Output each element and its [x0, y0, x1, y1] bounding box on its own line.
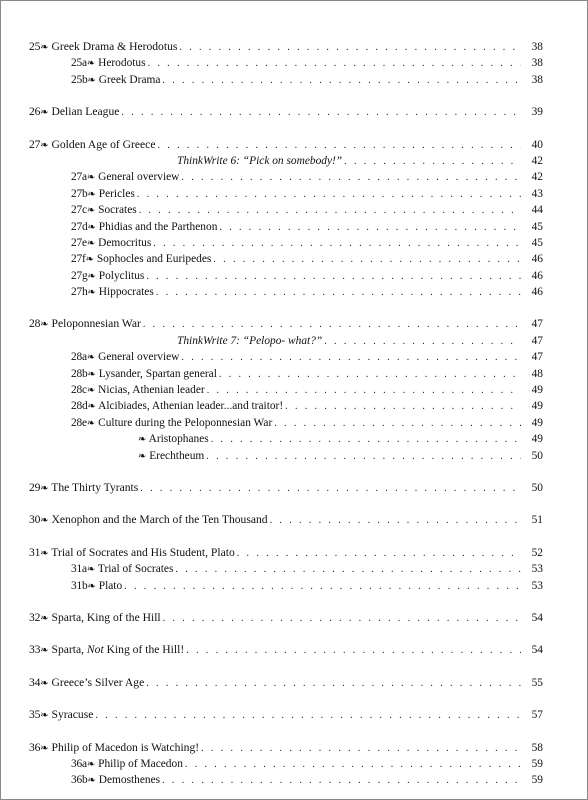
toc-thinkwrite-row: [29, 153, 543, 169]
toc-entry-number: 36b: [71, 774, 88, 787]
dot-leader: [153, 236, 521, 252]
leaf-ornament-icon: ❧: [40, 319, 49, 331]
leaf-ornament-icon: ❧: [86, 385, 96, 397]
toc-entry-title: Greek Drama: [98, 73, 161, 86]
toc-section-row: [29, 772, 543, 788]
toc-entry-number: 26: [29, 105, 41, 119]
toc-page-number: 43: [531, 187, 543, 200]
dot-leader: [95, 708, 521, 724]
toc-entry-number: 36a: [71, 757, 87, 770]
toc-page-number: 42: [531, 171, 543, 184]
leaf-ornament-icon: ❧: [86, 237, 96, 249]
dot-leader: [206, 449, 521, 465]
toc-section-row: [29, 578, 543, 594]
toc-section-row: [29, 756, 543, 772]
toc-page-number: 47: [531, 351, 543, 364]
toc-section-row: [29, 235, 543, 251]
toc-page-number: 49: [531, 384, 543, 397]
dot-leader: [237, 546, 521, 562]
leaf-ornament-icon: ❧: [85, 254, 94, 266]
toc-page-number: 55: [531, 676, 543, 689]
toc-section-row: [29, 431, 543, 447]
toc-page-number: 47: [531, 318, 543, 331]
leaf-ornament-icon: ❧: [40, 612, 49, 624]
toc-entry-title: Demosthenes: [98, 774, 161, 787]
leaf-ornament-icon: ❧: [40, 645, 49, 657]
toc-entry-number: 33: [29, 643, 41, 657]
toc-entry-title: Philip of Macedon is Watching!: [51, 740, 200, 754]
toc-entry-number: 27e: [71, 236, 87, 249]
toc-entry-title: Greece’s Silver Age: [51, 675, 145, 689]
toc-entry-title: Polyclitus: [98, 269, 145, 282]
toc-entry-number: 25b: [71, 73, 88, 86]
toc-entry-title: Delian League: [51, 105, 120, 119]
toc-section-row: [29, 169, 543, 185]
toc-entry-title: Hippocrates: [98, 286, 154, 299]
toc-chapter-row: [29, 675, 543, 691]
toc-entry-title: Peloponnesian War: [51, 317, 141, 331]
toc-page-number: 58: [531, 741, 543, 754]
toc-page-number: 48: [531, 367, 543, 380]
dot-leader: [179, 40, 521, 56]
dot-leader: [175, 562, 521, 578]
toc-entry-label: [71, 772, 160, 789]
dot-leader: [163, 611, 521, 627]
toc-page-number: 45: [531, 220, 543, 233]
toc-page-number: 47: [531, 334, 543, 347]
toc-entry-number: 28b: [71, 367, 88, 380]
toc-entry-number: 29: [29, 480, 41, 494]
toc-entry-label: [71, 561, 173, 578]
toc-entry-title: Philip of Macedon: [98, 757, 183, 770]
toc-entry-title: Pericles: [98, 187, 135, 200]
toc-chapter-row: [29, 316, 543, 332]
toc-entry-number: 27a: [71, 171, 87, 184]
dot-leader: [156, 285, 521, 301]
dot-leader: [146, 269, 521, 285]
toc-section-row: [29, 268, 543, 284]
toc-entry-number: 36: [29, 740, 41, 754]
toc-chapter-row: [29, 642, 543, 658]
toc-page-number: 46: [531, 253, 543, 266]
toc-entry-label: [29, 104, 119, 121]
leaf-ornament-icon: ❧: [86, 417, 96, 429]
leaf-ornament-icon: ❧: [87, 580, 96, 592]
toc-entry-title: General overview: [98, 171, 180, 184]
toc-page-number: 38: [531, 73, 543, 86]
toc-entry-label: [29, 137, 155, 154]
toc-entry-title: Phidias and the Parthenon: [98, 220, 218, 233]
toc-chapter-row: [29, 480, 543, 496]
leaf-ornament-icon: ❧: [87, 221, 96, 233]
toc-page-number: 51: [531, 514, 543, 527]
toc-entry-title: ThinkWrite 7: “Pelopo- what?”: [177, 334, 323, 347]
toc-entry-label: [71, 55, 146, 72]
toc-entry-label: [29, 642, 184, 659]
dot-leader: [201, 741, 521, 757]
toc-chapter-row: [29, 707, 543, 723]
toc-section-row: [29, 448, 543, 464]
toc-entry-label: [177, 153, 342, 169]
dot-leader: [185, 757, 521, 773]
dot-leader: [324, 334, 521, 350]
toc-chapter-row: [29, 610, 543, 626]
toc-page-number: 54: [531, 611, 543, 624]
toc-entry-title: Aristophanes: [148, 433, 209, 446]
toc-entry-label: [71, 251, 211, 268]
dot-leader: [162, 773, 521, 789]
toc-entry-label: [71, 235, 151, 252]
toc-entry-label: [71, 415, 272, 432]
toc-entry-number: 31b: [71, 579, 88, 592]
toc-section-row: [29, 349, 543, 365]
leaf-ornament-icon: ❧: [87, 775, 96, 787]
toc-entry-number: 27: [29, 137, 41, 151]
toc-entry-title: Sophocles and Euripedes: [96, 253, 212, 266]
toc-page-number: 38: [531, 57, 543, 70]
toc-entry-number: 27h: [71, 286, 88, 299]
dot-leader: [213, 252, 521, 268]
dot-leader: [211, 432, 521, 448]
toc-entry-number: 32: [29, 610, 41, 624]
toc-entry-number: 27f: [71, 253, 86, 266]
toc-page-number: 46: [531, 269, 543, 282]
toc-page-number: 39: [531, 106, 543, 119]
leaf-ornament-icon: ❧: [40, 677, 49, 689]
dot-leader: [207, 383, 521, 399]
toc-entry-number: 28c: [71, 384, 87, 397]
dot-leader: [148, 56, 521, 72]
toc-section-row: [29, 415, 543, 431]
toc-entry-label: [71, 72, 160, 89]
leaf-ornament-icon: ❧: [86, 205, 96, 217]
toc-entry-label: [29, 316, 141, 333]
leaf-ornament-icon: ❧: [87, 368, 96, 380]
toc-entry-title: Sparta, Not King of the Hill!: [51, 643, 185, 657]
leaf-ornament-icon: ❧: [40, 742, 49, 754]
toc-entry-label: [138, 448, 204, 465]
toc-entry-title: Erechtheum: [149, 449, 205, 462]
leaf-ornament-icon: ❧: [87, 188, 96, 200]
toc-chapter-row: [29, 39, 543, 55]
dot-leader: [143, 317, 521, 333]
toc-entry-title: Xenophon and the March of the Ten Thousand: [51, 513, 268, 527]
leaf-ornament-icon: ❧: [87, 270, 96, 282]
leaf-ornament-icon: ❧: [86, 352, 96, 364]
dot-leader: [181, 350, 521, 366]
toc-page-number: 46: [531, 286, 543, 299]
dot-leader: [121, 105, 521, 121]
toc-entry-label: [138, 431, 209, 448]
toc-section-row: [29, 398, 543, 414]
toc-entry-title: Nicias, Athenian leader: [98, 384, 205, 397]
toc-entry-label: [71, 756, 183, 773]
dot-leader: [124, 579, 521, 595]
toc-entry-title: General overview: [98, 351, 180, 364]
toc-chapter-row: [29, 104, 543, 120]
toc-entry-number: 34: [29, 675, 41, 689]
dot-leader: [219, 220, 521, 236]
toc-page-number: 59: [531, 774, 543, 787]
table-of-contents: [29, 39, 543, 789]
dot-leader: [162, 73, 521, 89]
dot-leader: [139, 203, 521, 219]
dot-leader: [157, 138, 521, 154]
toc-entry-label: [29, 610, 161, 627]
toc-page-number: 59: [531, 757, 543, 770]
toc-page-number: 45: [531, 236, 543, 249]
toc-section-row: [29, 561, 543, 577]
toc-entry-title: Herodotus: [98, 57, 146, 70]
dot-leader: [186, 643, 521, 659]
toc-entry-title: Lysander, Spartan general: [98, 367, 217, 380]
leaf-ornament-icon: ❧: [86, 172, 96, 184]
leaf-ornament-icon: ❧: [40, 515, 49, 527]
toc-section-row: [29, 202, 543, 218]
toc-page-number: 52: [531, 546, 543, 559]
toc-entry-title: Plato: [98, 579, 123, 592]
toc-section-row: [29, 284, 543, 300]
toc-entry-label: [71, 169, 179, 186]
toc-entry-number: 25: [29, 40, 41, 53]
toc-entry-title: Trial of Socrates and His Student, Plato: [51, 545, 235, 559]
toc-page-number: 49: [531, 433, 543, 446]
toc-entry-label: [29, 545, 235, 562]
toc-page-number: 44: [531, 204, 543, 217]
toc-entry-number: 28d: [71, 400, 88, 413]
toc-section-row: [29, 55, 543, 71]
toc-entry-label: [71, 284, 154, 301]
toc-section-row: [29, 366, 543, 382]
dot-leader: [181, 170, 521, 186]
toc-page-number: 42: [531, 154, 543, 167]
toc-entry-label: [29, 707, 93, 724]
toc-entry-label: [71, 366, 217, 383]
toc-section-row: [29, 251, 543, 267]
toc-chapter-row: [29, 137, 543, 153]
toc-entry-number: 27d: [71, 220, 88, 233]
leaf-ornament-icon: ❧: [138, 450, 147, 462]
toc-section-row: [29, 72, 543, 88]
leaf-ornament-icon: ❧: [87, 74, 96, 86]
toc-entry-label: [29, 39, 177, 56]
toc-entry-label: [29, 675, 144, 692]
toc-entry-title: Syracuse: [51, 708, 94, 722]
toc-section-row: [29, 219, 543, 235]
toc-entry-title: Culture during the Peloponnesian War: [98, 416, 273, 429]
leaf-ornament-icon: ❧: [86, 564, 96, 576]
toc-section-row: [29, 186, 543, 202]
toc-entry-number: 27c: [71, 204, 87, 217]
toc-entry-title: Democritus: [98, 236, 152, 249]
dot-leader: [140, 481, 521, 497]
toc-entry-label: [71, 349, 179, 366]
leaf-ornament-icon: ❧: [40, 547, 49, 559]
toc-page-number: 38: [531, 41, 543, 53]
toc-entry-number: 27b: [71, 187, 88, 200]
toc-entry-number: 30: [29, 513, 41, 527]
toc-entry-label: [29, 480, 138, 497]
leaf-ornament-icon: ❧: [86, 58, 96, 70]
toc-entry-number: 25a: [71, 57, 87, 70]
toc-entry-label: [71, 398, 283, 415]
toc-page-number: 54: [531, 644, 543, 657]
leaf-ornament-icon: ❧: [86, 758, 96, 770]
dot-leader: [285, 399, 521, 415]
dot-leader: [137, 187, 521, 203]
toc-page-number: 50: [531, 481, 543, 494]
dot-leader: [219, 367, 521, 383]
toc-page-number: 40: [531, 138, 543, 151]
toc-entry-title: The Thirty Tyrants: [51, 480, 139, 494]
toc-entry-title: Alcibiades, Athenian leader...and traitor!: [98, 400, 284, 413]
dot-leader: [146, 676, 521, 692]
toc-entry-label: [71, 382, 205, 399]
toc-chapter-row: [29, 512, 543, 528]
toc-entry-number: 31a: [71, 563, 87, 576]
toc-page-number: 49: [531, 416, 543, 429]
toc-entry-title: Trial of Socrates: [97, 563, 174, 576]
toc-page-number: 53: [531, 563, 543, 576]
toc-chapter-row: [29, 545, 543, 561]
toc-entry-label: [71, 578, 122, 595]
toc-entry-label: [29, 512, 268, 529]
leaf-ornament-icon: ❧: [40, 139, 49, 151]
toc-chapter-row: [29, 740, 543, 756]
toc-page-number: 53: [531, 579, 543, 592]
toc-entry-title: Sparta, King of the Hill: [51, 610, 161, 624]
leaf-ornament-icon: ❧: [40, 107, 49, 119]
toc-entry-number: 28e: [71, 416, 87, 429]
leaf-ornament-icon: ❧: [40, 482, 49, 494]
toc-entry-title: Socrates: [98, 204, 137, 217]
toc-entry-number: 28a: [71, 351, 87, 364]
dot-leader: [344, 154, 521, 170]
toc-page-number: 50: [531, 449, 543, 462]
toc-entry-label: [71, 202, 137, 219]
leaf-ornament-icon: ❧: [87, 287, 96, 299]
toc-entry-label: [71, 268, 144, 285]
dot-leader: [270, 513, 521, 529]
toc-page-number: 57: [531, 709, 543, 722]
leaf-ornament-icon: ❧: [138, 434, 147, 446]
toc-entry-title: ThinkWrite 6: “Pick on somebody!”: [177, 154, 343, 167]
leaf-ornament-icon: ❧: [87, 401, 96, 413]
toc-entry-number: 28: [29, 317, 41, 331]
toc-entry-label: [177, 333, 322, 349]
toc-entry-title: Greek Drama & Herodotus: [51, 40, 178, 53]
toc-page-number: 49: [531, 400, 543, 413]
leaf-ornament-icon: ❧: [40, 710, 49, 722]
toc-entry-number: 31: [29, 545, 41, 559]
toc-entry-title: Golden Age of Greece: [51, 137, 156, 151]
toc-thinkwrite-row: [29, 333, 543, 349]
toc-entry-label: [29, 740, 199, 757]
toc-section-row: [29, 382, 543, 398]
toc-entry-label: [71, 186, 135, 203]
toc-entry-number: 27g: [71, 269, 88, 282]
dot-leader: [274, 416, 521, 432]
leaf-ornament-icon: ❧: [40, 42, 49, 53]
toc-entry-label: [71, 219, 217, 236]
toc-entry-number: 35: [29, 708, 41, 722]
